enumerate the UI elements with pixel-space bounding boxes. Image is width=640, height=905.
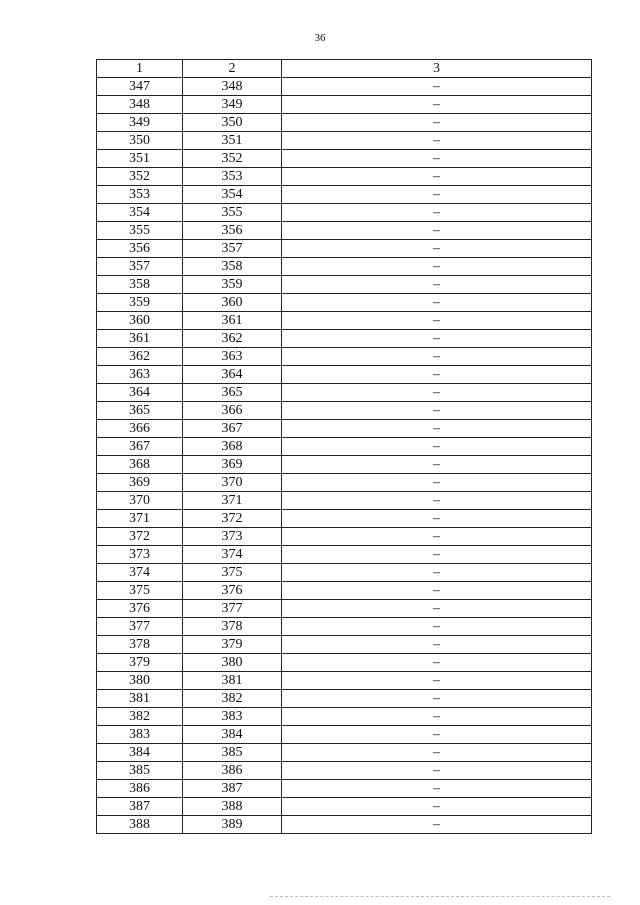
table-cell: 357 <box>97 258 183 276</box>
table-cell: 356 <box>97 240 183 258</box>
table-cell: 372 <box>97 528 183 546</box>
data-table <box>96 59 592 834</box>
table-cell: – <box>282 78 592 96</box>
table-cell: 389 <box>183 816 282 834</box>
table-cell: – <box>282 456 592 474</box>
table-row <box>97 222 592 240</box>
table-cell: 370 <box>183 474 282 492</box>
table-cell: – <box>282 204 592 222</box>
table-cell: 358 <box>97 276 183 294</box>
scan-artifact-marks <box>270 893 610 897</box>
table-cell: 354 <box>97 204 183 222</box>
table-row <box>97 816 592 834</box>
table-cell: 383 <box>97 726 183 744</box>
table-cell: 386 <box>97 780 183 798</box>
table-cell: – <box>282 366 592 384</box>
table-cell: 384 <box>97 744 183 762</box>
page-number: 36 <box>314 32 326 44</box>
column-header: 3 <box>282 60 592 78</box>
table-cell: 355 <box>97 222 183 240</box>
table-row <box>97 204 592 222</box>
table-cell: – <box>282 186 592 204</box>
table-cell: 367 <box>97 438 183 456</box>
table-row <box>97 546 592 564</box>
table-cell: – <box>282 384 592 402</box>
table-row <box>97 600 592 618</box>
table-cell: 384 <box>183 726 282 744</box>
table-body <box>97 78 592 834</box>
table-cell: 352 <box>183 150 282 168</box>
table-cell: 360 <box>97 312 183 330</box>
table-cell: 377 <box>97 618 183 636</box>
table-cell: 366 <box>183 402 282 420</box>
table-cell: – <box>282 276 592 294</box>
table-cell: – <box>282 726 592 744</box>
table-cell: – <box>282 762 592 780</box>
table-cell: 348 <box>183 78 282 96</box>
table-cell: – <box>282 708 592 726</box>
table-cell: 357 <box>183 240 282 258</box>
table-cell: 387 <box>183 780 282 798</box>
table-row <box>97 636 592 654</box>
table-cell: 378 <box>183 618 282 636</box>
table-cell: 374 <box>183 546 282 564</box>
table-cell: – <box>282 222 592 240</box>
table-cell: 388 <box>183 798 282 816</box>
table-cell: 365 <box>183 384 282 402</box>
table-row <box>97 582 592 600</box>
table-row <box>97 618 592 636</box>
table-row <box>97 744 592 762</box>
table-cell: – <box>282 96 592 114</box>
table-cell: – <box>282 780 592 798</box>
table-cell: – <box>282 168 592 186</box>
table-cell: 379 <box>97 654 183 672</box>
table-cell: 378 <box>97 636 183 654</box>
table-row <box>97 780 592 798</box>
table-cell: 363 <box>97 366 183 384</box>
table-cell: 350 <box>183 114 282 132</box>
table-cell: 370 <box>97 492 183 510</box>
table-row <box>97 78 592 96</box>
table-cell: 365 <box>97 402 183 420</box>
table-cell: 382 <box>183 690 282 708</box>
table-cell: 364 <box>97 384 183 402</box>
table-cell: 386 <box>183 762 282 780</box>
table-cell: – <box>282 744 592 762</box>
table-cell: 388 <box>97 816 183 834</box>
table-cell: 379 <box>183 636 282 654</box>
table-cell: 373 <box>183 528 282 546</box>
table-cell: 375 <box>97 582 183 600</box>
table-cell: 351 <box>183 132 282 150</box>
table-cell: 360 <box>183 294 282 312</box>
table-cell: 373 <box>97 546 183 564</box>
table-row <box>97 708 592 726</box>
table-row <box>97 474 592 492</box>
table-cell: – <box>282 348 592 366</box>
column-header: 1 <box>97 60 183 78</box>
table-row <box>97 348 592 366</box>
table-row <box>97 672 592 690</box>
table-cell: 353 <box>183 168 282 186</box>
table-cell: 377 <box>183 600 282 618</box>
table-cell: 385 <box>183 744 282 762</box>
table-cell: 361 <box>97 330 183 348</box>
table-row <box>97 96 592 114</box>
table-row <box>97 240 592 258</box>
table-row <box>97 132 592 150</box>
table-cell: – <box>282 564 592 582</box>
table-cell: – <box>282 150 592 168</box>
table-cell: – <box>282 510 592 528</box>
table-cell: 381 <box>97 690 183 708</box>
table-cell: – <box>282 312 592 330</box>
table-cell: 368 <box>97 456 183 474</box>
table-row <box>97 726 592 744</box>
table-cell: – <box>282 618 592 636</box>
table-cell: – <box>282 402 592 420</box>
table-cell: 349 <box>183 96 282 114</box>
table-cell: 364 <box>183 366 282 384</box>
table-row <box>97 366 592 384</box>
table-row <box>97 294 592 312</box>
table-cell: – <box>282 654 592 672</box>
table-cell: – <box>282 330 592 348</box>
table-cell: 354 <box>183 186 282 204</box>
table-cell: 356 <box>183 222 282 240</box>
table-cell: – <box>282 114 592 132</box>
table-cell: 363 <box>183 348 282 366</box>
table-cell: – <box>282 690 592 708</box>
table-row <box>97 654 592 672</box>
table-cell: 369 <box>97 474 183 492</box>
table-cell: – <box>282 672 592 690</box>
table-cell: 368 <box>183 438 282 456</box>
table-cell: – <box>282 438 592 456</box>
table-cell: 366 <box>97 420 183 438</box>
table-cell: 369 <box>183 456 282 474</box>
table-cell: 380 <box>183 654 282 672</box>
table-cell: 374 <box>97 564 183 582</box>
table-cell: – <box>282 240 592 258</box>
table-cell: – <box>282 420 592 438</box>
table-cell: 376 <box>97 600 183 618</box>
table-cell: 367 <box>183 420 282 438</box>
table-row <box>97 312 592 330</box>
table-row <box>97 330 592 348</box>
table-cell: 381 <box>183 672 282 690</box>
table-row <box>97 690 592 708</box>
table-row <box>97 528 592 546</box>
table-cell: 353 <box>97 186 183 204</box>
table-row <box>97 258 592 276</box>
table-row <box>97 402 592 420</box>
table-cell: – <box>282 600 592 618</box>
header-row <box>97 60 592 78</box>
table-cell: – <box>282 546 592 564</box>
table-cell: – <box>282 294 592 312</box>
column-header: 2 <box>183 60 282 78</box>
table-cell: – <box>282 582 592 600</box>
table-row <box>97 168 592 186</box>
table-cell: 362 <box>183 330 282 348</box>
table-cell: 351 <box>97 150 183 168</box>
table-cell: – <box>282 492 592 510</box>
table-cell: 383 <box>183 708 282 726</box>
table-cell: – <box>282 258 592 276</box>
table-header <box>97 60 592 78</box>
table-row <box>97 510 592 528</box>
table-row <box>97 438 592 456</box>
table-cell: 359 <box>183 276 282 294</box>
table-cell: – <box>282 636 592 654</box>
table-row <box>97 186 592 204</box>
table-cell: 361 <box>183 312 282 330</box>
table-cell: – <box>282 798 592 816</box>
table-cell: 382 <box>97 708 183 726</box>
table-row <box>97 762 592 780</box>
table-row <box>97 798 592 816</box>
table-cell: 375 <box>183 564 282 582</box>
table-cell: 347 <box>97 78 183 96</box>
table-cell: 380 <box>97 672 183 690</box>
table-cell: 385 <box>97 762 183 780</box>
table-cell: 372 <box>183 510 282 528</box>
table-cell: – <box>282 528 592 546</box>
table-row <box>97 564 592 582</box>
table-cell: 371 <box>97 510 183 528</box>
table-cell: 371 <box>183 492 282 510</box>
table-cell: 359 <box>97 294 183 312</box>
table-cell: – <box>282 816 592 834</box>
table-cell: 348 <box>97 96 183 114</box>
table-cell: 358 <box>183 258 282 276</box>
table-cell: – <box>282 132 592 150</box>
table-row <box>97 456 592 474</box>
table-row <box>97 420 592 438</box>
table-cell: – <box>282 474 592 492</box>
table-cell: 350 <box>97 132 183 150</box>
table-row <box>97 492 592 510</box>
table-cell: 352 <box>97 168 183 186</box>
table-cell: 349 <box>97 114 183 132</box>
table-row <box>97 276 592 294</box>
table-row <box>97 384 592 402</box>
table-cell: 355 <box>183 204 282 222</box>
table-row <box>97 114 592 132</box>
table-cell: 376 <box>183 582 282 600</box>
table-cell: 362 <box>97 348 183 366</box>
table-cell: 387 <box>97 798 183 816</box>
table-row <box>97 150 592 168</box>
